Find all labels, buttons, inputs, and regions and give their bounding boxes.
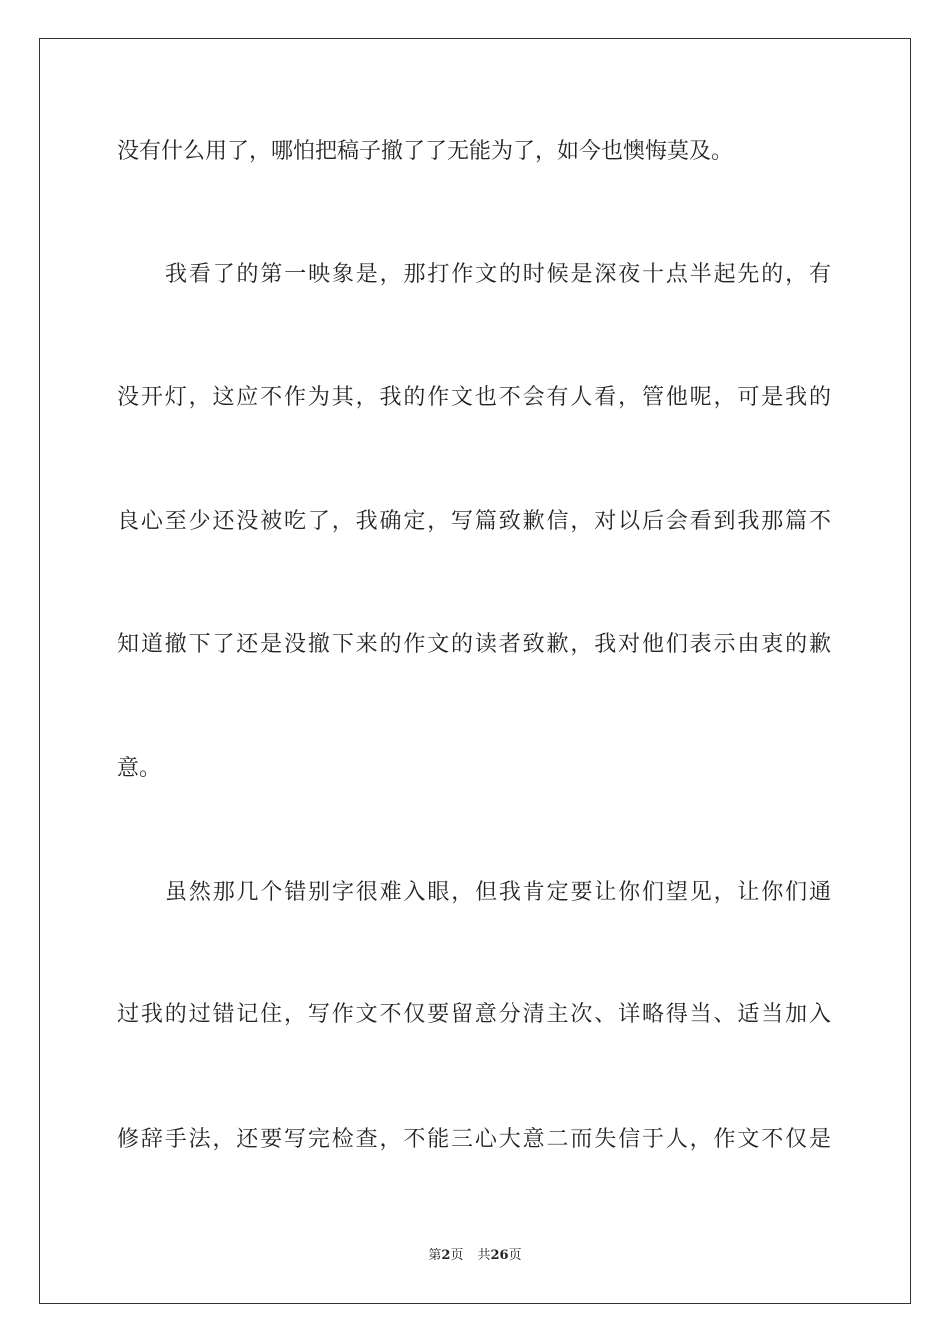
total-suffix: 页 [508, 1248, 522, 1263]
text-line: 意。 [117, 756, 162, 781]
text-line: 修辞手法，还要写完检查，不能三心大意二而失信于人，作文不仅是 [117, 1127, 831, 1152]
total-prefix: 共 [477, 1248, 491, 1263]
text-line: 没开灯，这应不作为其，我的作文也不会有人看，管他呢，可是我的 [117, 385, 831, 410]
page-suffix: 页 [450, 1248, 464, 1263]
text-line: 良心至少还没被吃了，我确定，写篇致歉信，对以后会看到我那篇不 [117, 509, 831, 534]
text-line: 知道撤下了还是没撤下来的作文的读者致歉，我对他们表示由衷的歉 [117, 632, 831, 657]
text-line: 我看了的第一映象是，那打作文的时候是深夜十点半起先的，有 [165, 262, 831, 287]
text-line: 虽然那几个错别字很难入眼，但我肯定要让你们望见，让你们通 [165, 880, 831, 905]
text-line: 过我的过错记住，写作文不仅要留意分清主次、详略得当、适当加入 [117, 1002, 831, 1027]
page-footer [0, 1247, 950, 1265]
page-border [39, 38, 911, 1304]
total-page-count: 26 [490, 1248, 509, 1263]
page-prefix: 第 [428, 1248, 442, 1263]
text-line: 没有什么用了，哪怕把稿子撤了了无能为了，如今也懊悔莫及。 [117, 139, 734, 164]
current-page-number: 2 [441, 1248, 451, 1263]
